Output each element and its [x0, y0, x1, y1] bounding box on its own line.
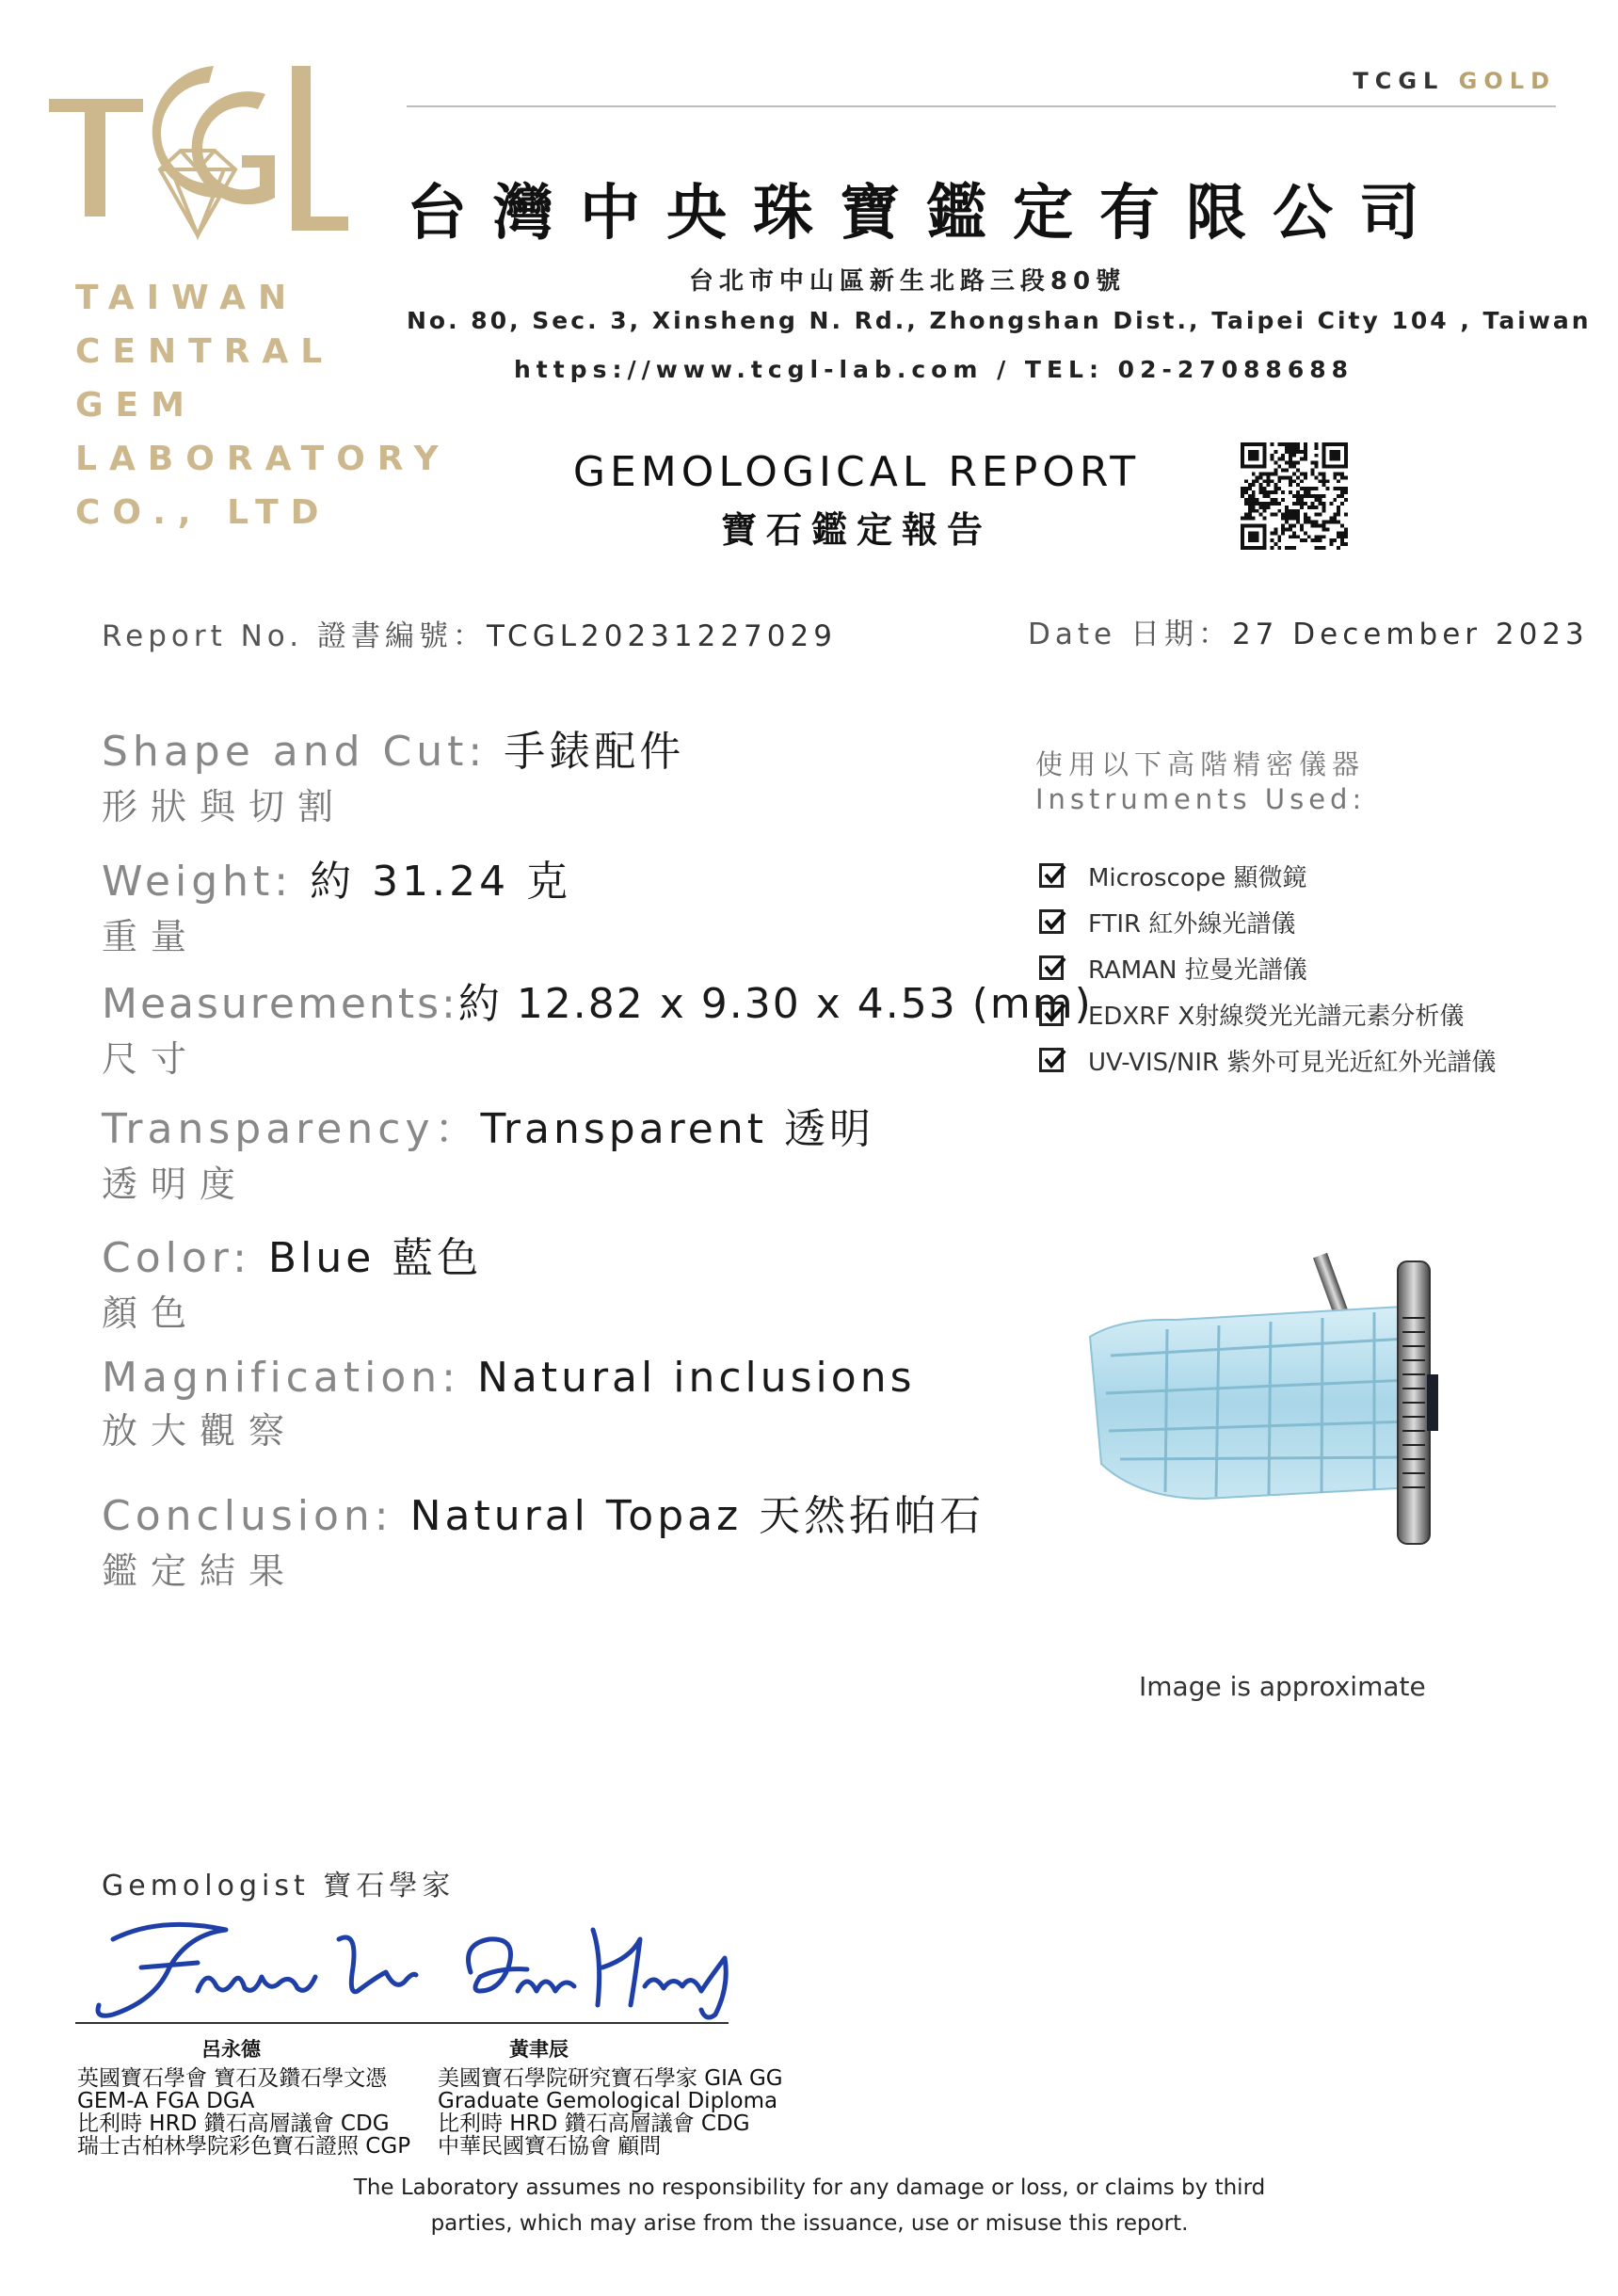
field-sub-label: 鑑定結果: [102, 1550, 298, 1592]
instrument-item: [1039, 905, 1295, 939]
brand-tag-prefix: TCGL: [1353, 68, 1445, 94]
field-transparency: [102, 1095, 874, 1207]
logo-line: CENTRAL: [75, 332, 335, 371]
address-chinese: 台北市中山區新生北路三段80號: [688, 267, 1127, 296]
instrument-item: [1039, 1043, 1496, 1077]
contact-line: https://www.tcgl-lab.com / TEL: 02-27088688: [513, 356, 1354, 383]
instrument-label: Microscope 顯微鏡: [1088, 863, 1307, 892]
instruments-heading-english: Instruments Used:: [1035, 783, 1367, 815]
photo-caption: Image is approximate: [1139, 1671, 1426, 1702]
field-value: 約 31.24 克: [293, 858, 572, 906]
address-english: No. 80, Sec. 3, Xinsheng N. Rd., Zhongshan Dist., Taipei City 104 , Taiwan: [407, 307, 1592, 334]
qr-code-icon[interactable]: [1241, 442, 1348, 550]
field-sub-label: 尺寸: [102, 1038, 200, 1080]
report-date-value: 27 December 2023: [1231, 618, 1589, 651]
field-label: Transparency：: [102, 1105, 481, 1153]
disclaimer-line: The Laboratory assumes no responsibility for any damage or loss, or claims by third: [353, 2176, 1266, 2200]
disclaimer-line: parties, which may arise from the issuance, use or misuse this report.: [430, 2211, 1189, 2236]
field-label: Color:: [102, 1234, 251, 1282]
tcgl-logo-mark: [49, 56, 350, 245]
field-shape-and-cut: [102, 717, 684, 829]
field-label: Magnification:: [102, 1354, 460, 1402]
brand-tag: [1353, 68, 1556, 94]
credential-line: 比利時 HRD 鑽石高層議會 CDG: [77, 2111, 390, 2136]
gemologist-name-left: 呂永德: [201, 2038, 261, 2061]
field-value: Blue 藍色: [250, 1234, 483, 1282]
field-weight: [102, 847, 571, 959]
signatures-image: [75, 1902, 753, 2024]
credential-line: 比利時 HRD 鑽石高層議會 CDG: [438, 2111, 750, 2136]
gemstone-photo: [1064, 1252, 1468, 1563]
instrument-item: [1039, 997, 1464, 1031]
field-sub-label: 顏色: [102, 1293, 200, 1334]
credential-line: Graduate Gemological Diploma: [438, 2089, 778, 2113]
credential-line: 英國寶石學會 寶石及鑽石學文憑: [77, 2066, 388, 2091]
field-sub-label: 重量: [102, 916, 200, 957]
credential-line: GEM-A FGA DGA: [77, 2089, 255, 2113]
logo-line: LABORATORY: [75, 440, 451, 478]
gemologist-label: Gemologist 寶石學家: [102, 1870, 456, 1903]
checkbox-checked-icon: [1039, 909, 1064, 934]
checkbox-checked-icon: [1039, 955, 1064, 980]
field-value: Transparent 透明: [480, 1105, 874, 1153]
report-date-label: Date 日期：: [1028, 618, 1232, 651]
gemologist-credentials-right: [438, 2067, 783, 2158]
disclaimer: [282, 2170, 1337, 2241]
field-sub-label: 透明度: [102, 1164, 249, 1205]
report-number-value: TCGL20231227029: [486, 619, 837, 653]
report-title-chinese: 寶石鑑定報告: [720, 509, 992, 551]
credential-line: 瑞士古柏林學院彩色寶石證照 CGP: [77, 2134, 411, 2159]
checkbox-checked-icon: [1039, 1002, 1064, 1026]
field-conclusion: [102, 1482, 985, 1594]
instrument-label: UV-VIS/NIR 紫外可見光近紅外光譜儀: [1088, 1048, 1497, 1077]
company-name: 台灣中央珠寶鑑定有限公司: [407, 179, 1446, 249]
report-title-english: GEMOLOGICAL REPORT: [572, 448, 1141, 496]
field-sub-label: 放大觀察: [102, 1410, 298, 1452]
field-value: 約 12.82 x 9.30 x 4.53 (mm): [457, 980, 1093, 1028]
field-value: Natural Topaz 天然拓帕石: [392, 1492, 985, 1540]
credential-line: 美國寶石學院研究寶石學家 GIA GG: [438, 2066, 783, 2091]
brand-tag-suffix: GOLD: [1458, 68, 1556, 94]
field-value: 手錶配件: [487, 728, 685, 776]
instrument-label: RAMAN 拉曼光譜儀: [1088, 955, 1307, 985]
field-label: Conclusion:: [102, 1492, 393, 1540]
field-measurements: [102, 970, 1093, 1082]
field-value: Natural inclusions: [459, 1354, 916, 1402]
checkbox-checked-icon: [1039, 863, 1064, 888]
header-divider: [407, 105, 1556, 107]
logo-line: TAIWAN: [75, 279, 299, 317]
instruments-heading-chinese: 使用以下高階精密儀器: [1035, 748, 1366, 780]
field-color: [102, 1224, 482, 1336]
field-label: Weight:: [102, 858, 294, 906]
gemologist-credentials-left: [77, 2067, 410, 2158]
logo-line: CO., LTD: [75, 493, 331, 532]
signature-divider: [75, 2022, 729, 2024]
instrument-item: [1039, 859, 1307, 892]
instrument-item: [1039, 951, 1307, 985]
instrument-label: EDXRF X射線熒光光譜元素分析儀: [1088, 1002, 1465, 1031]
report-date: [1028, 610, 1589, 652]
field-magnification: [102, 1354, 916, 1453]
checkbox-checked-icon: [1039, 1048, 1064, 1072]
field-label: Shape and Cut:: [102, 728, 488, 776]
gemologist-name-right: 黃聿辰: [509, 2038, 569, 2061]
instrument-label: FTIR 紅外線光譜儀: [1088, 909, 1296, 939]
logo-line: GEM: [75, 386, 197, 425]
report-number: [102, 612, 837, 654]
credential-line: 中華民國寶石協會 顧問: [438, 2134, 662, 2159]
field-sub-label: 形狀與切割: [102, 786, 347, 827]
logo-text: [75, 271, 451, 539]
report-number-label: Report No. 證書編號：: [102, 619, 487, 653]
field-label: Measurements:: [102, 980, 458, 1028]
